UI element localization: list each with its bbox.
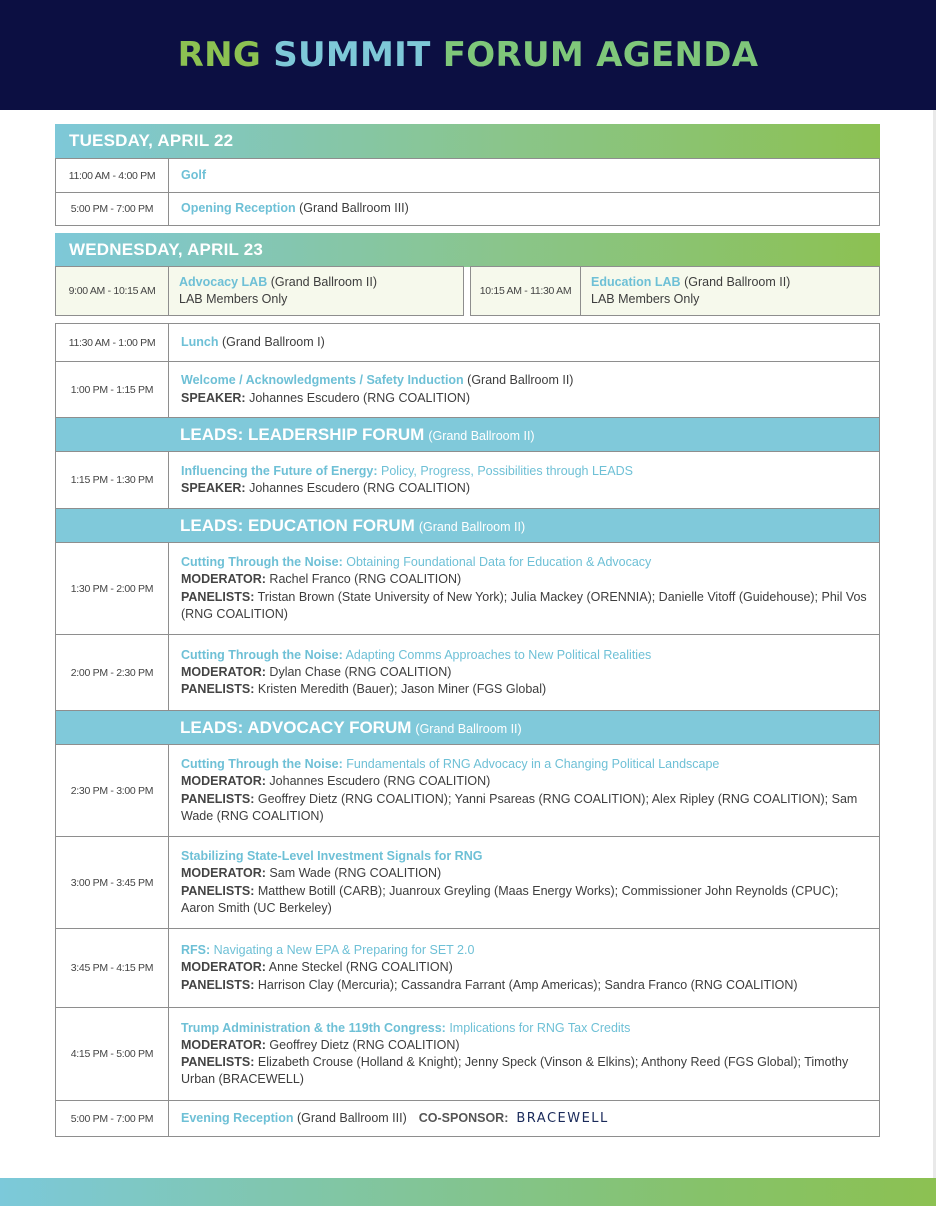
moderator-name: Sam Wade (RNG COALITION) [265, 866, 442, 881]
session-location: (Grand Ballroom I) [218, 334, 325, 349]
moderator-label: MODERATOR: [181, 572, 266, 587]
session-location: (Grand Ballroom III) [295, 201, 409, 216]
panelists-label: PANELISTS: [181, 682, 255, 697]
session-content [169, 267, 463, 315]
page-header [0, 0, 936, 110]
session-content [169, 745, 879, 836]
agenda-row [56, 361, 879, 417]
moderator-label: MODERATOR: [181, 1037, 266, 1052]
session-content [169, 452, 879, 508]
time-slot: 1:30 PM - 2:00 PM [56, 543, 169, 634]
session-content [169, 635, 879, 710]
forum-header-advocacy [56, 710, 879, 744]
forum-header-education [56, 508, 879, 542]
forum-title: LEADS: LEADERSHIP FORUM [180, 424, 425, 444]
agenda-row [56, 928, 879, 1007]
agenda-row [56, 836, 879, 928]
agenda-row [56, 634, 879, 710]
session-title: Lunch [181, 334, 219, 349]
day-heading-wednesday: WEDNESDAY, APRIL 23 [55, 233, 880, 267]
time-slot: 4:15 PM - 5:00 PM [56, 1008, 169, 1100]
session-title: Cutting Through the Noise: [181, 757, 343, 771]
session-note: LAB Members Only [179, 292, 288, 306]
forum-header-leadership [56, 417, 879, 451]
moderator-label: MODERATOR: [181, 960, 266, 975]
moderator-label: MODERATOR: [181, 866, 266, 881]
time-slot: 3:00 PM - 3:45 PM [56, 837, 169, 928]
tuesday-table [55, 158, 880, 226]
agenda-row [56, 744, 879, 836]
cosponsor-label: CO-SPONSOR: [418, 1110, 509, 1125]
session-title: Opening Reception [181, 201, 296, 216]
speaker-label: SPEAKER: [181, 390, 246, 405]
session-content [581, 267, 879, 315]
speaker-name: Johannes Escudero (RNG COALITION) [245, 481, 470, 495]
session-title: Education LAB [591, 274, 681, 289]
session-content [169, 193, 879, 225]
session-subtitle: Policy, Progress, Possibilities through LEADS [377, 463, 633, 478]
session-location: (Grand Ballroom II) [680, 274, 791, 289]
moderator-name: Johannes Escudero (RNG COALITION) [265, 774, 491, 789]
panelists-label: PANELISTS: [181, 589, 255, 604]
speaker-name: Johannes Escudero (RNG COALITION) [245, 390, 470, 405]
time-slot: 2:30 PM - 3:00 PM [56, 745, 169, 836]
session-content [169, 837, 879, 928]
session-title: Cutting Through the Noise: [181, 647, 343, 662]
time-slot: 11:30 AM - 1:00 PM [56, 324, 169, 361]
panelists-names: Kristen Meredith (Bauer); Jason Miner (FGS Global) [254, 682, 547, 697]
panelists-names: Matthew Botill (CARB); Juanroux Greyling (Maas Energy Works); Commissioner John Reynolds (CPUC); Aaron Smith (UC Berkeley) [181, 883, 839, 915]
time-slot: 5:00 PM - 7:00 PM [56, 193, 169, 225]
forum-location: (Grand Ballroom II) [415, 722, 522, 736]
moderator-name: Dylan Chase (RNG COALITION) [265, 664, 452, 679]
session-title: RFS: [181, 943, 211, 958]
session-content [169, 929, 879, 1007]
session-title: Evening Reception [181, 1110, 294, 1125]
forum-title: LEADS: ADVOCACY FORUM [180, 717, 412, 737]
session-content [169, 324, 879, 361]
speaker-label: SPEAKER: [181, 481, 246, 495]
forum-title: LEADS: EDUCATION FORUM [180, 515, 415, 535]
time-slot: 11:00 AM - 4:00 PM [56, 159, 169, 192]
session-location: (Grand Ballroom II) [463, 373, 574, 388]
moderator-label: MODERATOR: [181, 664, 266, 679]
time-slot: 1:00 PM - 1:15 PM [56, 362, 169, 417]
lab-sessions [55, 266, 880, 316]
agenda-row [56, 1100, 879, 1136]
session-content [169, 159, 879, 192]
time-slot: 10:15 AM - 11:30 AM [471, 267, 581, 315]
agenda-row [56, 159, 879, 192]
forum-location: (Grand Ballroom II) [418, 520, 526, 534]
forum-location: (Grand Ballroom II) [428, 429, 535, 443]
agenda-row [56, 324, 879, 361]
lab-session-education [470, 266, 880, 316]
moderator-name: Anne Steckel (RNG COALITION) [265, 960, 453, 975]
moderator-name: Rachel Franco (RNG COALITION) [265, 572, 462, 587]
session-location: (Grand Ballroom II) [267, 274, 377, 289]
page-title: RNG SUMMIT FORUM AGENDA [177, 35, 759, 75]
session-note: LAB Members Only [591, 292, 700, 306]
session-content [169, 1008, 879, 1100]
panelists-label: PANELISTS: [181, 791, 255, 806]
panelists-label: PANELISTS: [181, 1055, 255, 1069]
session-content [169, 1101, 879, 1136]
agenda-row [56, 192, 879, 225]
time-slot: 2:00 PM - 2:30 PM [56, 635, 169, 710]
session-location: (Grand Ballroom III) [293, 1110, 407, 1125]
session-title: Advocacy LAB [179, 274, 268, 289]
session-subtitle: Adapting Comms Approaches to New Political Realities [342, 647, 652, 662]
session-title: Influencing the Future of Energy: [181, 463, 378, 478]
day-heading-tuesday: TUESDAY, APRIL 22 [55, 124, 880, 158]
panelists-names: Geoffrey Dietz (RNG COALITION); Yanni Psareas (RNG COALITION); Alex Ripley (RNG COALITION); Sam Wade (RNG COALITION) [181, 791, 858, 823]
session-subtitle: Implications for RNG Tax Credits [445, 1020, 631, 1035]
agenda-row [56, 542, 879, 634]
panelists-label: PANELISTS: [181, 883, 255, 898]
time-slot: 3:45 PM - 4:15 PM [56, 929, 169, 1007]
session-title: Golf [181, 167, 206, 182]
bracewell-logo: BRACEWELL [516, 1110, 609, 1126]
agenda-row [56, 451, 879, 508]
panelists-label: PANELISTS: [181, 977, 255, 992]
session-title: Trump Administration & the 119th Congress: [181, 1020, 446, 1035]
time-slot: 1:15 PM - 1:30 PM [56, 452, 169, 508]
session-title: Cutting Through the Noise: [181, 555, 343, 569]
session-subtitle: Fundamentals of RNG Advocacy in a Changing Political Landscape [342, 757, 720, 771]
moderator-name: Geoffrey Dietz (RNG COALITION) [265, 1037, 460, 1052]
lab-session-advocacy [55, 266, 464, 316]
panelists-names: Harrison Clay (Mercuria); Cassandra Farrant (Amp Americas); Sandra Franco (RNG COALITION) [254, 977, 798, 992]
session-subtitle: Navigating a New EPA & Preparing for SET 2.0 [210, 943, 475, 958]
session-content [169, 362, 879, 417]
panelists-names: Tristan Brown (State University of New York); Julia Mackey (ORENNIA); Danielle Vitoff (Guidehouse); Phil Vos (RNG COALITION) [181, 589, 867, 621]
session-title: Welcome / Acknowledgments / Safety Induction [181, 373, 464, 388]
time-slot: 9:00 AM - 10:15 AM [56, 267, 169, 315]
agenda-row [56, 1007, 879, 1100]
moderator-label: MODERATOR: [181, 774, 266, 789]
time-slot: 5:00 PM - 7:00 PM [56, 1101, 169, 1136]
session-content [169, 543, 879, 634]
panelists-names: Elizabeth Crouse (Holland & Knight); Jenny Speck (Vinson & Elkins); Anthony Reed (FGS Global); Timothy Urban (BRACEWELL) [181, 1055, 849, 1087]
session-title: Stabilizing State-Level Investment Signals for RNG [181, 849, 483, 863]
footer-gradient-bar [0, 1178, 936, 1206]
wednesday-table [55, 323, 880, 1137]
session-subtitle: Obtaining Foundational Data for Education & Advocacy [342, 555, 652, 569]
